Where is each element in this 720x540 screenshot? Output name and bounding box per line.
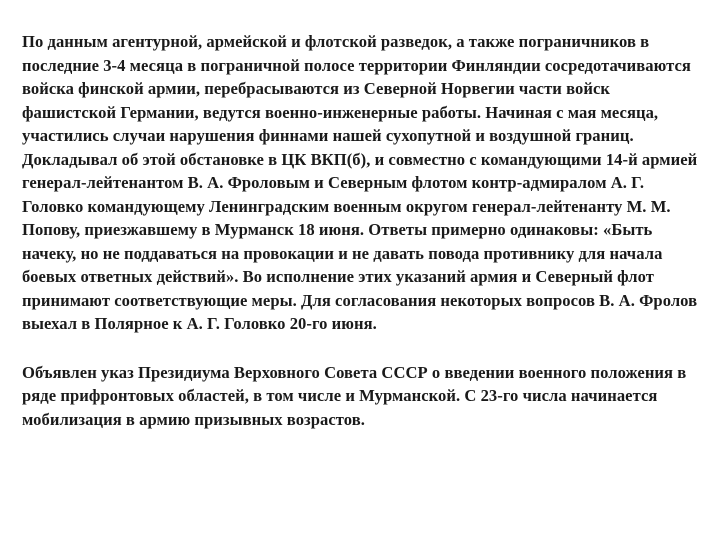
paragraph-martial-law-decree: Объявлен указ Президиума Верховного Совета СССР о введении военного положения в ряде прифронтовых областей, в том числе и Мурманской. С 23-го числа начинается мобилизация в армию призывных возрастов.: [22, 362, 687, 429]
paragraph-intelligence-report: По данным агентурной, армейской и флотской разведок, а также пограничников в последние 3-4 месяца в пограничной полосе территории Финляндии сосредотачиваются войска финской армии, перебрасываются из Северной Норвегии части войск фашистской Германии, ведутся военно-инженерные работы. Начиная с мая месяца, участились случаи нарушения финнами нашей сухопутной и воздушной границ. Докладывал об этой обстановке в ЦК ВКП(б), и совместно с командующими 14-й армией генерал-лейтенантом В. А. Фроловым и Северным флотом контр-адмиралом А. Г. Головко командующему Ленинградским военным округом генерал-лейтенанту М. М. Попову, приезжавшему в Мурманск 18 июня. Ответы примерно одинаковы: «Быть начеку, но не поддаваться на провокации и не давать повода противнику для начала боевых ответных действий». Во исполнение этих указаний армия и Северный флот принимают соответствующие меры. Для согласования некоторых вопросов В. А. Фролов выехал в Полярное к А. Г. Головко 20-го июня.: [22, 32, 698, 333]
document-page: [22, 30, 700, 520]
